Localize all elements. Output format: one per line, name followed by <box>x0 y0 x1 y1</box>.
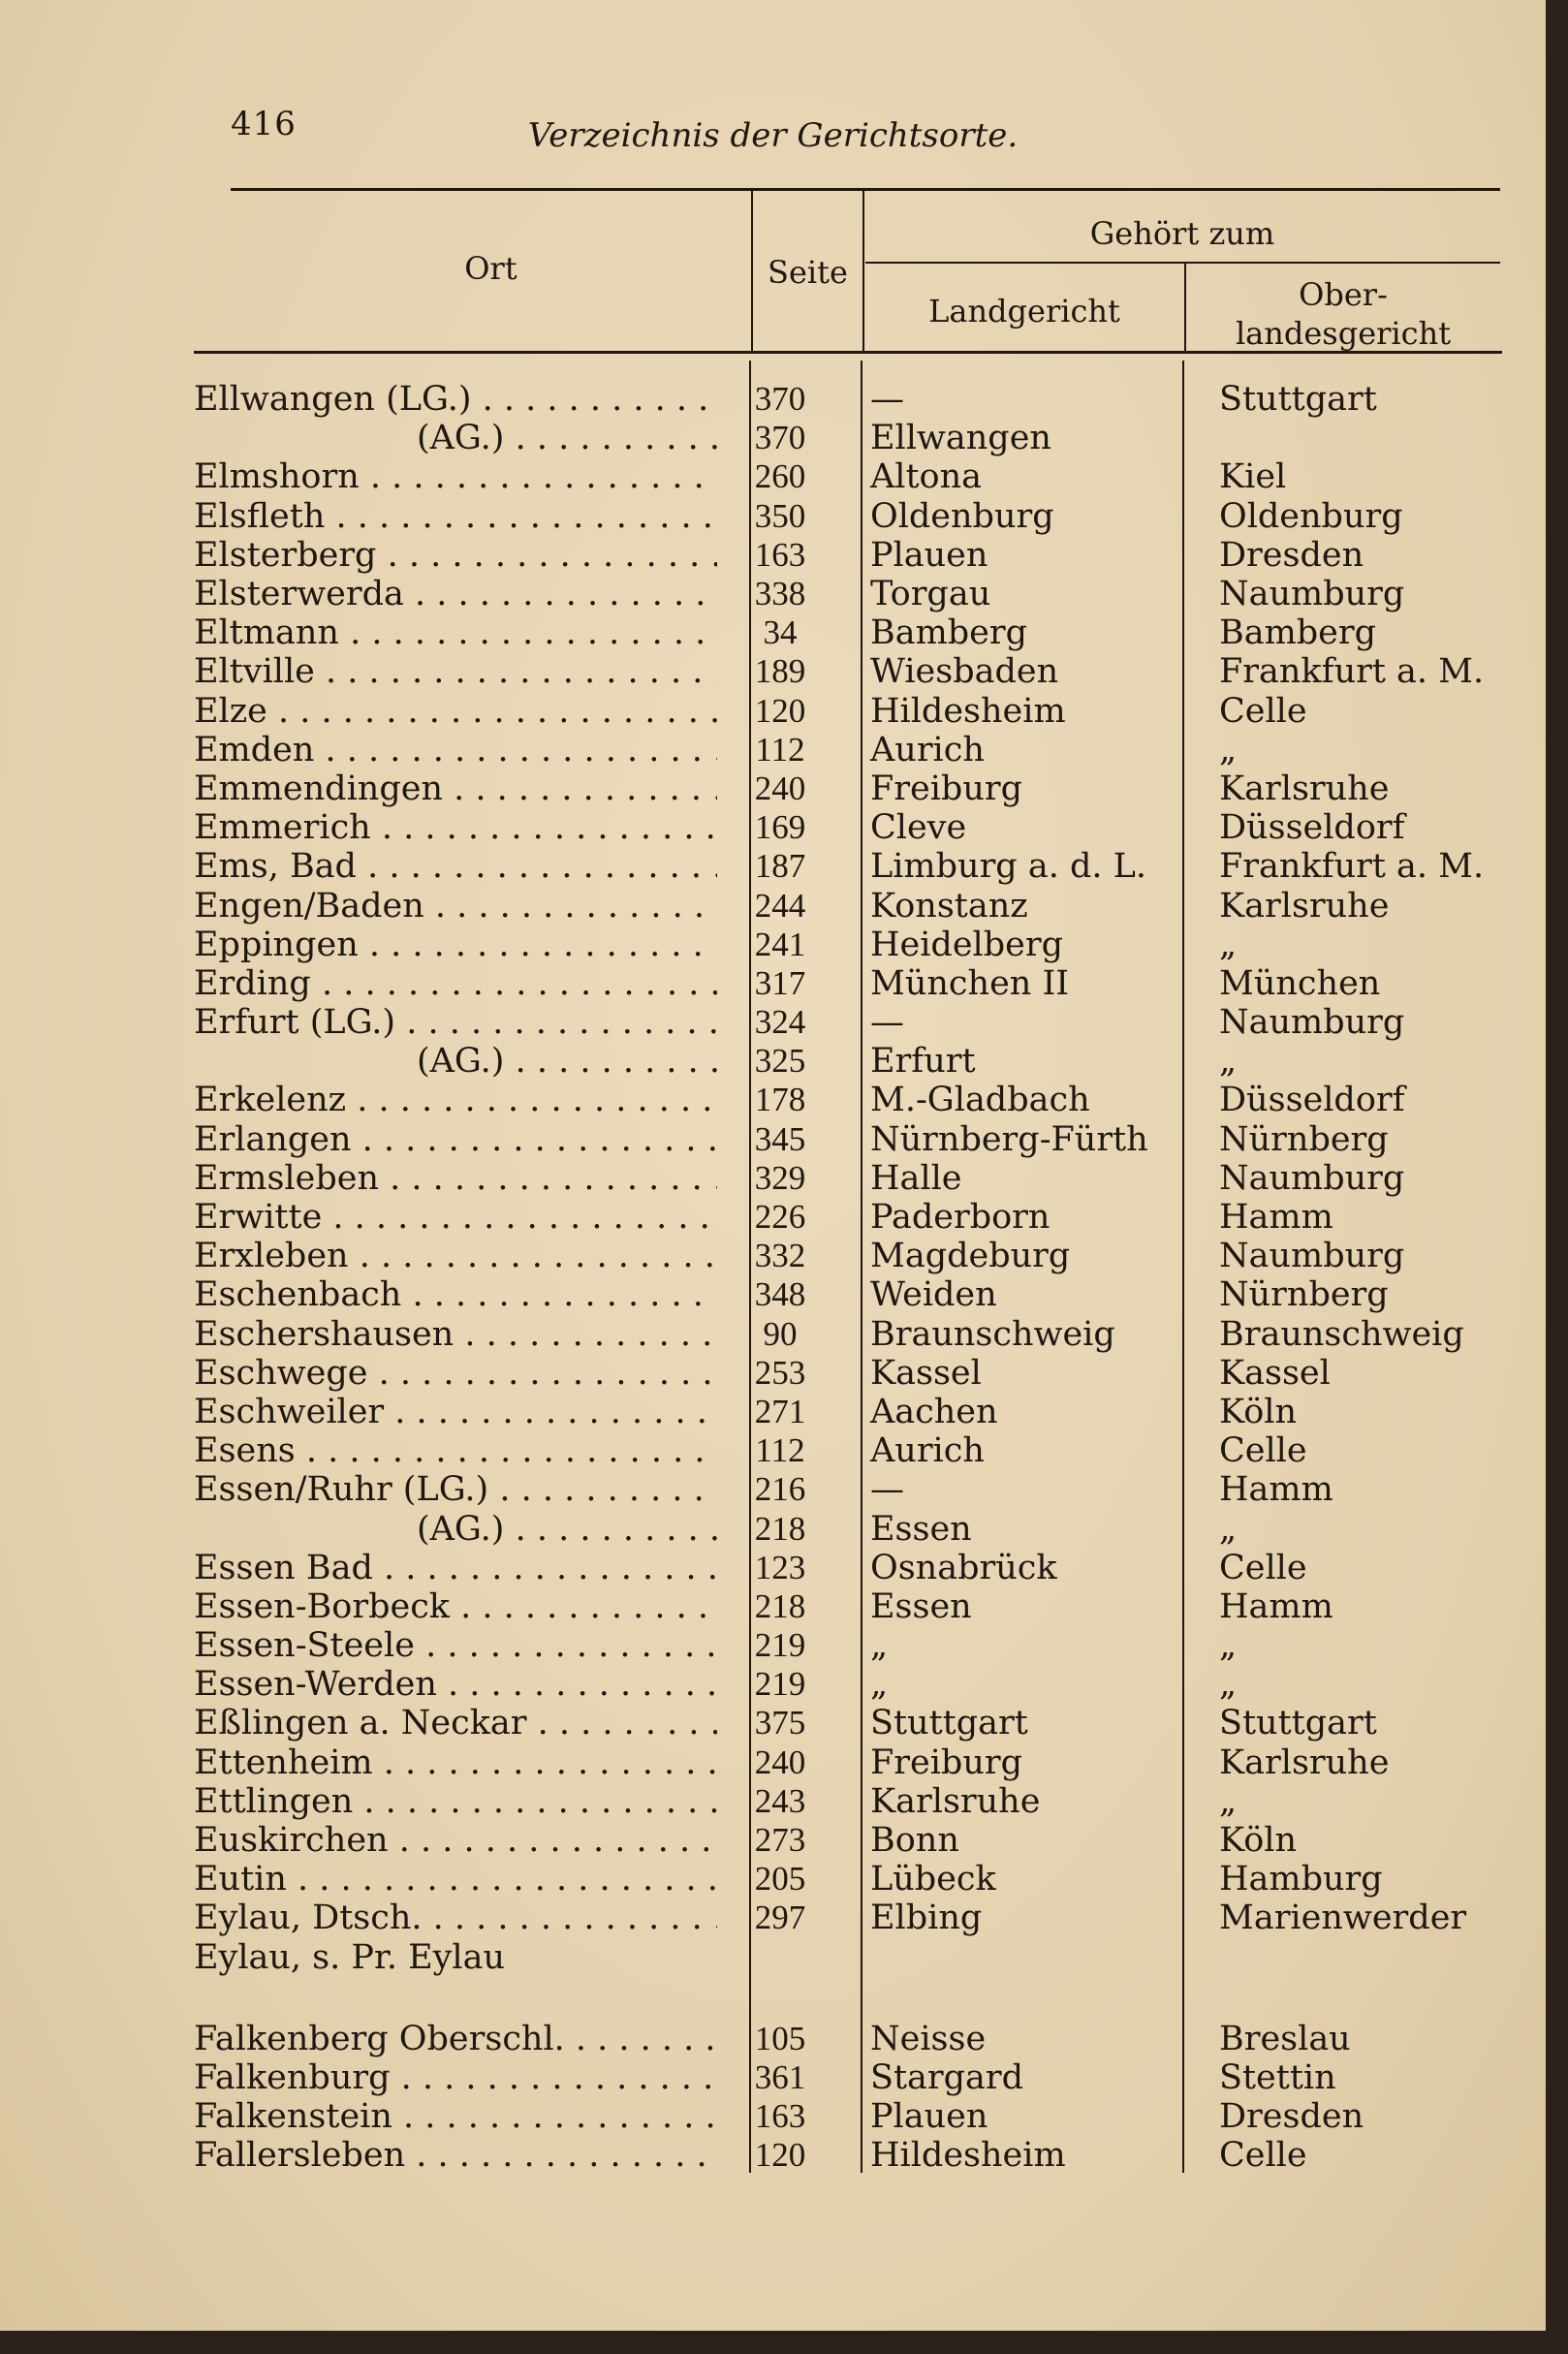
ort-name: Eßlingen a. Neckar . . . <box>194 1704 717 1742</box>
landgericht-cell: Bonn <box>870 1821 959 1861</box>
landgericht-cell: „ <box>870 1626 889 1666</box>
oberlandesgericht-cell: Celle <box>1219 691 1307 731</box>
ort-name: Eschershausen . . . <box>194 1315 717 1354</box>
oberlandesgericht-cell: Nürnberg <box>1219 1275 1389 1315</box>
ort-name: Eltmann . . . <box>194 613 717 652</box>
ort-name: Fallersleben . . . <box>194 2136 717 2175</box>
ort-cell <box>194 1237 717 1275</box>
seite-cell: 240 <box>754 769 806 807</box>
seite-cell: 34 <box>763 613 798 652</box>
ort-cell <box>194 1704 717 1742</box>
seite-cell: 348 <box>754 1275 806 1314</box>
seite-cell: 243 <box>754 1781 806 1820</box>
ort-cell <box>194 1120 717 1159</box>
landgericht-cell: Osnabrück <box>870 1548 1057 1587</box>
oberlandesgericht-cell: „ <box>1219 730 1238 769</box>
table-row <box>194 1393 1531 1431</box>
ort-name: Falkenburg . . . <box>194 2058 717 2097</box>
table-row <box>194 1782 1531 1821</box>
landgericht-cell: Elbing <box>870 1899 983 1938</box>
table-row <box>194 1042 1531 1081</box>
table-row <box>194 1860 1531 1899</box>
page-number: 416 <box>231 105 297 143</box>
seite-cell: 189 <box>754 652 806 691</box>
column-header-gehoert-zum: Gehört zum <box>1089 215 1275 252</box>
table-row <box>194 847 1531 886</box>
ort-name: Elsfleth . . . <box>194 497 717 536</box>
landgericht-cell: Altona <box>870 457 983 497</box>
oberlandesgericht-cell: Hamm <box>1219 1470 1333 1510</box>
oberlandesgericht-cell: Düsseldorf <box>1219 808 1405 848</box>
ort-cell <box>194 1938 717 1977</box>
oberlandesgericht-cell: Stuttgart <box>1219 1704 1377 1743</box>
ort-cell <box>194 1315 717 1354</box>
oberlandesgericht-cell: Celle <box>1219 1431 1307 1471</box>
table-row <box>194 1003 1531 1042</box>
seite-cell: 218 <box>754 1586 806 1625</box>
landgericht-cell: — <box>870 380 904 420</box>
seite-cell: 361 <box>754 2057 806 2096</box>
ort-name: Emmendingen . . . <box>194 769 717 808</box>
oberlandesgericht-cell: Dresden <box>1219 535 1364 575</box>
seite-cell: 370 <box>754 380 806 419</box>
ort-name: Ettlingen . . . <box>194 1782 717 1821</box>
landgericht-cell: M.-Gladbach <box>870 1081 1090 1120</box>
ort-name: Elmshorn . . . <box>194 457 717 496</box>
seite-cell: 218 <box>754 1509 806 1548</box>
ort-name: Engen/Baden . . . <box>194 887 717 926</box>
table-row <box>194 1549 1531 1587</box>
oberlandesgericht-cell: Naumburg <box>1219 1003 1405 1043</box>
ort-cell <box>194 1159 717 1198</box>
seite-cell: 226 <box>754 1198 806 1237</box>
landgericht-cell: Essen <box>870 1509 972 1549</box>
ort-cell <box>194 964 717 1003</box>
seite-cell: 216 <box>754 1470 806 1509</box>
table-row <box>194 575 1531 613</box>
ort-name: Erxleben . . . <box>194 1237 717 1275</box>
ort-cell <box>194 731 717 769</box>
table-row <box>194 1587 1531 1626</box>
ort-name: Falkenberg Oberschl. . . . <box>194 2020 717 2058</box>
section-spacer <box>194 1977 1531 2020</box>
table-row <box>194 1938 1531 1977</box>
oberlandesgericht-cell: Hamm <box>1219 1586 1333 1626</box>
landgericht-cell: Freiburg <box>870 1742 1023 1782</box>
column-header-ort: Ort <box>464 250 517 287</box>
ort-cell <box>194 652 717 691</box>
oberlandesgericht-cell: Marienwerder <box>1219 1899 1467 1938</box>
ort-name: Elze . . . <box>194 692 717 731</box>
table-row <box>194 1198 1531 1237</box>
landgericht-cell: Halle <box>870 1158 962 1198</box>
oberlandesgericht-cell: Oldenburg <box>1219 496 1403 536</box>
table-row <box>194 1899 1531 1937</box>
seite-cell: 163 <box>754 2097 806 2136</box>
landgericht-cell: Hildesheim <box>870 2136 1066 2176</box>
ort-name: Ermsleben . . . <box>194 1159 717 1198</box>
table-row <box>194 1821 1531 1860</box>
seite-cell: 332 <box>754 1237 806 1275</box>
oberlandesgericht-cell: Celle <box>1219 2136 1307 2176</box>
seite-cell: 219 <box>754 1665 806 1704</box>
ort-cell <box>194 457 717 496</box>
seite-cell: 324 <box>754 1003 806 1042</box>
ort-cell <box>194 1782 717 1821</box>
ort-cell <box>194 575 717 613</box>
table-row <box>194 497 1531 536</box>
seite-cell: 120 <box>754 691 806 730</box>
ort-cell <box>194 886 717 925</box>
table-row <box>194 1081 1531 1119</box>
ort-name: Erding . . . <box>194 964 717 1003</box>
table-row <box>194 380 1531 419</box>
landgericht-cell: Neisse <box>870 2019 987 2058</box>
ort-cell <box>194 1354 717 1393</box>
seite-cell: 345 <box>754 1119 806 1158</box>
seite-cell: 240 <box>754 1742 806 1781</box>
table-row <box>194 1431 1531 1470</box>
table-row <box>194 1275 1531 1314</box>
seite-cell: 329 <box>754 1158 806 1197</box>
ort-name: Essen-Steele . . . <box>194 1626 717 1665</box>
table-row <box>194 652 1531 691</box>
table-row <box>194 2058 1531 2097</box>
table-row <box>194 1159 1531 1198</box>
oberlandesgericht-cell: „ <box>1219 925 1238 964</box>
oberlandesgericht-cell: Braunschweig <box>1219 1314 1464 1354</box>
table-row <box>194 536 1531 575</box>
landgericht-cell: Plauen <box>870 2097 988 2137</box>
column-header-seite: Seite <box>768 254 848 291</box>
ort-name: Eschweiler . . . <box>194 1393 717 1431</box>
ort-name: Erwitte . . . <box>194 1198 717 1237</box>
table-row <box>194 769 1531 808</box>
ort-name: Ems, Bad . . . <box>194 847 717 886</box>
oberlandesgericht-cell: „ <box>1219 1626 1238 1666</box>
table-row <box>194 1509 1531 1548</box>
ort-name: (AG.) . . . <box>417 419 717 457</box>
ort-name: Essen/Ruhr (LG.) . . . <box>194 1470 717 1509</box>
ort-name: Essen-Werden . . . <box>194 1665 717 1704</box>
ort-name: Eschenbach . . . <box>194 1275 717 1314</box>
running-title: Verzeichnis der Gerichtsorte. <box>527 116 1019 155</box>
ort-cell <box>194 769 717 808</box>
oberlandesgericht-cell: „ <box>1219 1042 1238 1082</box>
ort-name: Ettenheim . . . <box>194 1743 717 1782</box>
oberlandesgericht-cell: Frankfurt a. M. <box>1219 847 1485 887</box>
landgericht-cell: Limburg a. d. L. <box>870 847 1146 887</box>
seite-cell: 105 <box>754 2019 806 2057</box>
ort-cell <box>194 1509 717 1548</box>
seite-cell: 271 <box>754 1392 806 1430</box>
oberlandesgericht-cell: Nürnberg <box>1219 1119 1389 1159</box>
oberlandesgericht-cell: Stettin <box>1219 2057 1336 2097</box>
gerichtsorte-table <box>194 380 1531 2175</box>
ort-cell <box>194 1743 717 1782</box>
column-header-oberlandesgericht <box>1186 275 1500 353</box>
top-rule <box>231 188 1500 191</box>
seite-cell: 370 <box>754 419 806 457</box>
seite-cell: 112 <box>755 730 805 769</box>
seite-cell: 350 <box>754 496 806 535</box>
landgericht-cell: — <box>870 1470 904 1510</box>
column-header-olg-line-2: landesgericht <box>1235 315 1452 352</box>
landgericht-cell: Plauen <box>870 535 988 575</box>
column-header-landgericht: Landgericht <box>928 293 1120 330</box>
table-row <box>194 1120 1531 1159</box>
table-row <box>194 2020 1531 2058</box>
seite-cell: 163 <box>754 535 806 574</box>
landgericht-cell: Torgau <box>870 575 991 614</box>
oberlandesgericht-cell: Stuttgart <box>1219 380 1377 420</box>
ort-cell <box>194 2097 717 2136</box>
seite-cell: 317 <box>754 963 806 1002</box>
oberlandesgericht-cell: Frankfurt a. M. <box>1219 652 1485 692</box>
landgericht-cell: Freiburg <box>870 769 1023 808</box>
ort-name: Eutin . . . <box>194 1860 717 1899</box>
ort-cell <box>194 1393 717 1431</box>
oberlandesgericht-cell: Köln <box>1219 1821 1298 1861</box>
table-row <box>194 926 1531 964</box>
ort-name: Eylau, Dtsch. . . . <box>194 1899 717 1937</box>
table-row <box>194 1743 1531 1782</box>
landgericht-cell: Hildesheim <box>870 691 1066 731</box>
table-row <box>194 886 1531 925</box>
landgericht-cell: Weiden <box>870 1275 997 1315</box>
ort-name: Eylau, s. Pr. Eylau <box>194 1937 505 1977</box>
seite-cell <box>717 1938 843 1977</box>
table-row <box>194 731 1531 769</box>
ort-name: Elsterwerda . . . <box>194 575 717 613</box>
seite-cell: 178 <box>754 1081 806 1119</box>
ort-name: Eschwege . . . <box>194 1354 717 1393</box>
ort-cell <box>194 1626 717 1665</box>
landgericht-cell <box>843 1938 1190 1977</box>
landgericht-cell: Kassel <box>870 1353 982 1393</box>
ort-name: Emden . . . <box>194 731 717 769</box>
table-row <box>194 613 1531 652</box>
ort-cell <box>194 1899 717 1937</box>
ort-cell <box>194 1081 717 1119</box>
seite-cell: 187 <box>754 847 806 886</box>
ort-cell <box>194 1549 717 1587</box>
landgericht-cell: Essen <box>870 1586 972 1626</box>
ort-cell <box>194 1198 717 1237</box>
landgericht-cell: Ellwangen <box>870 419 1051 458</box>
landgericht-cell: Paderborn <box>870 1198 1051 1238</box>
oberlandesgericht-cell: Köln <box>1219 1392 1298 1431</box>
ort-cell <box>194 1860 717 1899</box>
table-row <box>194 419 1531 457</box>
landgericht-cell: München II <box>870 963 1070 1003</box>
ort-cell <box>194 536 717 575</box>
seite-cell: 297 <box>754 1899 806 1937</box>
ort-name: Essen Bad . . . <box>194 1549 717 1587</box>
seite-cell: 244 <box>754 886 806 925</box>
oberlandesgericht-cell <box>1190 419 1531 457</box>
landgericht-cell: Magdeburg <box>870 1237 1071 1276</box>
ort-name: Elsterberg . . . <box>194 536 717 575</box>
oberlandesgericht-cell: München <box>1219 963 1381 1003</box>
landgericht-cell: Wiesbaden <box>870 652 1059 692</box>
column-header-olg-line-1: Ober- <box>1299 276 1388 313</box>
ort-name: Ellwangen (LG.) . . . <box>194 380 717 419</box>
landgericht-cell: Konstanz <box>870 886 1028 926</box>
table-row <box>194 457 1531 496</box>
seite-cell: 325 <box>754 1042 806 1081</box>
landgericht-cell: Stuttgart <box>870 1704 1028 1743</box>
oberlandesgericht-cell: „ <box>1219 1665 1238 1705</box>
table-row <box>194 964 1531 1003</box>
oberlandesgericht-cell: Hamburg <box>1219 1860 1383 1899</box>
oberlandesgericht-cell: Karlsruhe <box>1219 1742 1390 1782</box>
landgericht-cell: Stargard <box>870 2057 1024 2097</box>
ort-name: Essen-Borbeck . . . <box>194 1587 717 1626</box>
oberlandesgericht-cell <box>1190 1938 1531 1977</box>
ort-cell <box>194 2136 717 2175</box>
ort-cell <box>194 1431 717 1470</box>
gehoert-zum-rule <box>865 262 1500 264</box>
table-row <box>194 2136 1531 2175</box>
ort-name: Erlangen . . . <box>194 1120 717 1159</box>
seite-cell: 123 <box>754 1548 806 1586</box>
ort-cell <box>194 847 717 886</box>
oberlandesgericht-cell: Kiel <box>1219 457 1287 497</box>
oberlandesgericht-cell: Breslau <box>1219 2019 1351 2058</box>
oberlandesgericht-cell: „ <box>1219 1781 1238 1821</box>
seite-cell: 273 <box>754 1821 806 1860</box>
seite-cell: 169 <box>754 808 806 847</box>
oberlandesgericht-cell: Dresden <box>1219 2097 1364 2137</box>
ort-cell <box>194 1042 717 1081</box>
landgericht-cell: Erfurt <box>870 1042 976 1082</box>
table-row <box>194 1626 1531 1665</box>
landgericht-cell: Braunschweig <box>870 1314 1115 1354</box>
ort-cell <box>194 808 717 847</box>
landgericht-cell: — <box>870 1003 904 1043</box>
landgericht-cell: Aachen <box>870 1392 998 1431</box>
landgericht-cell: Karlsruhe <box>870 1781 1041 1821</box>
table-row <box>194 2097 1531 2136</box>
seite-cell: 375 <box>754 1704 806 1742</box>
landgericht-cell: Lübeck <box>870 1860 996 1899</box>
oberlandesgericht-cell: Naumburg <box>1219 1158 1405 1198</box>
ort-name: Eppingen . . . <box>194 926 717 964</box>
ort-cell <box>194 613 717 652</box>
ort-cell <box>194 1275 717 1314</box>
oberlandesgericht-cell: Düsseldorf <box>1219 1081 1405 1120</box>
table-row <box>194 1665 1531 1704</box>
seite-cell: 260 <box>754 457 806 496</box>
seite-cell: 253 <box>754 1353 806 1392</box>
table-row <box>194 1470 1531 1509</box>
seite-cell: 338 <box>754 575 806 613</box>
ort-name: Erkelenz . . . <box>194 1081 717 1119</box>
oberlandesgericht-cell: Bamberg <box>1219 613 1377 653</box>
seite-cell: 241 <box>754 925 806 963</box>
table-row <box>194 1237 1531 1275</box>
ort-cell <box>194 497 717 536</box>
landgericht-cell: Nürnberg-Fürth <box>870 1119 1148 1159</box>
ort-cell <box>194 1470 717 1509</box>
landgericht-cell: Aurich <box>870 730 985 769</box>
ort-cell <box>194 926 717 964</box>
ort-cell <box>194 380 717 419</box>
oberlandesgericht-cell: Naumburg <box>1219 575 1405 614</box>
landgericht-cell: Cleve <box>870 808 967 848</box>
ort-cell <box>194 1003 717 1042</box>
ort-name: Eltville . . . <box>194 652 717 691</box>
ort-name: Euskirchen . . . <box>194 1821 717 1860</box>
ort-cell <box>194 419 717 457</box>
oberlandesgericht-cell: Kassel <box>1219 1353 1331 1393</box>
ort-cell <box>194 1665 717 1704</box>
table-row <box>194 1354 1531 1393</box>
oberlandesgericht-cell: Karlsruhe <box>1219 769 1390 808</box>
landgericht-cell: Heidelberg <box>870 925 1063 964</box>
seite-cell: 205 <box>754 1860 806 1899</box>
seite-cell: 120 <box>754 2136 806 2175</box>
ort-cell <box>194 2058 717 2097</box>
oberlandesgericht-cell: Karlsruhe <box>1219 886 1390 926</box>
table-row <box>194 808 1531 847</box>
seite-cell: 219 <box>754 1626 806 1665</box>
ort-name: (AG.) . . . <box>417 1042 717 1081</box>
landgericht-cell: „ <box>870 1665 889 1705</box>
oberlandesgericht-cell: „ <box>1219 1509 1238 1549</box>
landgericht-cell: Bamberg <box>870 613 1028 653</box>
table-row <box>194 692 1531 731</box>
landgericht-cell: Aurich <box>870 1431 985 1471</box>
seite-cell: 90 <box>763 1314 798 1353</box>
ort-name: Erfurt (LG.) . . . <box>194 1003 717 1042</box>
oberlandesgericht-cell: Naumburg <box>1219 1237 1405 1276</box>
ort-name: Emmerich . . . <box>194 808 717 847</box>
ort-name: (AG.) . . . <box>417 1510 717 1549</box>
oberlandesgericht-cell: Hamm <box>1219 1198 1333 1238</box>
ort-cell <box>194 692 717 731</box>
ort-cell <box>194 1821 717 1860</box>
table-row <box>194 1315 1531 1354</box>
ort-cell <box>194 2020 717 2058</box>
ort-cell <box>194 1587 717 1626</box>
landgericht-cell: Oldenburg <box>870 496 1054 536</box>
ort-name: Esens . . . <box>194 1431 717 1470</box>
ort-name: Falkenstein . . . <box>194 2097 717 2136</box>
oberlandesgericht-cell: Celle <box>1219 1548 1307 1587</box>
seite-cell: 112 <box>755 1431 805 1470</box>
table-row <box>194 1704 1531 1742</box>
